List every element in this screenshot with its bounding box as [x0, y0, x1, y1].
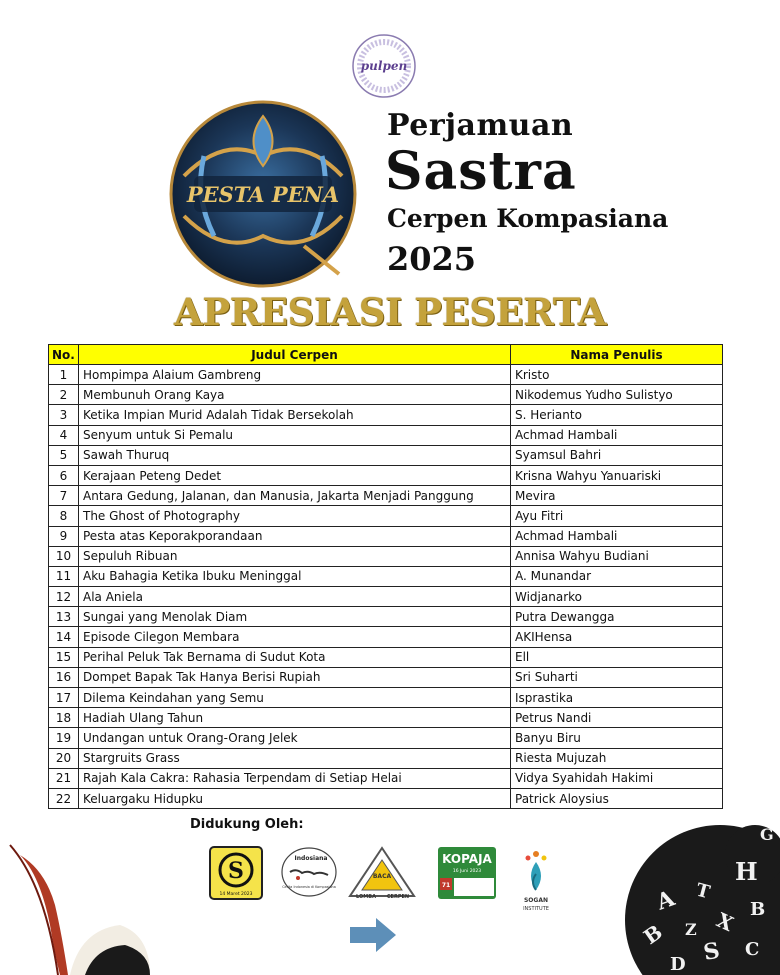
header-title: Judul Cerpen: [79, 345, 511, 365]
row-number: 5: [49, 445, 79, 465]
row-number: 18: [49, 708, 79, 728]
svg-text:Z: Z: [685, 920, 697, 939]
author-name: Mevira: [511, 486, 723, 506]
kopaja-badge: 71: [441, 882, 451, 889]
svg-text:A: A: [653, 885, 679, 916]
svg-text:C: C: [745, 939, 760, 960]
author-name: Vidya Syahidah Hakimi: [511, 768, 723, 788]
row-number: 2: [49, 385, 79, 405]
author-name: Riesta Mujuzah: [511, 748, 723, 768]
table-row: [49, 566, 723, 586]
row-number: 3: [49, 405, 79, 425]
author-name: Banyu Biru: [511, 728, 723, 748]
table-row: [49, 627, 723, 647]
row-number: 15: [49, 647, 79, 667]
pesta-pena-logo: [164, 96, 362, 292]
author-name: Ell: [511, 647, 723, 667]
title-line-3: Cerpen Kompasiana: [387, 204, 669, 233]
row-number: 17: [49, 688, 79, 708]
author-name: Syamsul Bahri: [511, 445, 723, 465]
author-name: Petrus Nandi: [511, 708, 723, 728]
story-title: Ala Aniela: [79, 587, 511, 607]
story-title: Dilema Keindahan yang Semu: [79, 688, 511, 708]
feather-quill-decoration: [0, 835, 150, 975]
story-title: Sungai yang Menolak Diam: [79, 607, 511, 627]
story-title: Hompimpa Alaium Gambreng: [79, 365, 511, 385]
story-title: Perihal Peluk Tak Bernama di Sudut Kota: [79, 647, 511, 667]
supported-by-label: Didukung Oleh:: [190, 817, 304, 832]
table-row: [49, 667, 723, 687]
table-row: [49, 506, 723, 526]
indosiana-name: Indosiana: [294, 855, 328, 862]
row-number: 8: [49, 506, 79, 526]
indosiana-tagline: Cerita Indonesia di Kompasiana: [282, 885, 336, 889]
cerpen-text: CERPEN: [386, 894, 410, 900]
row-number: 16: [49, 667, 79, 687]
table-row: [49, 768, 723, 788]
story-title: Ketika Impian Murid Adalah Tidak Bersekolah: [79, 405, 511, 425]
author-name: Kristo: [511, 365, 723, 385]
kopaja-date: 16 Juni 2023: [452, 869, 482, 874]
author-name: Annisa Wahyu Budiani: [511, 546, 723, 566]
arrow-right-icon: [350, 918, 396, 952]
author-name: S. Herianto: [511, 405, 723, 425]
table-row: [49, 688, 723, 708]
table-row: [49, 405, 723, 425]
author-name: AKIHensa: [511, 627, 723, 647]
pesta-pena-logo-text: PESTA PENA: [186, 182, 340, 207]
svg-text:G: G: [760, 825, 774, 844]
story-title: Dompet Bapak Tak Hanya Berisi Rupiah: [79, 667, 511, 687]
row-number: 13: [49, 607, 79, 627]
table-row: [49, 728, 723, 748]
table-row: [49, 607, 723, 627]
story-title: Episode Cilegon Membara: [79, 627, 511, 647]
author-name: Achmad Hambali: [511, 425, 723, 445]
cs-logo: [209, 846, 263, 900]
baca-text: BACA: [372, 873, 392, 880]
table-header-row: [49, 345, 723, 365]
table-row: [49, 647, 723, 667]
story-title: Stargruits Grass: [79, 748, 511, 768]
story-title: Undangan untuk Orang-Orang Jelek: [79, 728, 511, 748]
row-number: 11: [49, 566, 79, 586]
author-name: Achmad Hambali: [511, 526, 723, 546]
table-row: [49, 748, 723, 768]
story-title: Sawah Thuruq: [79, 445, 511, 465]
table-row: [49, 486, 723, 506]
story-title: Pesta atas Keporakporandaan: [79, 526, 511, 546]
row-number: 4: [49, 425, 79, 445]
sogan-institute-logo: [514, 846, 558, 916]
table-row: [49, 587, 723, 607]
author-name: Putra Dewangga: [511, 607, 723, 627]
row-number: 1: [49, 365, 79, 385]
svg-text:H: H: [735, 857, 758, 886]
table-row: [49, 526, 723, 546]
indosiana-logo: [280, 846, 338, 898]
story-title: Senyum untuk Si Pemalu: [79, 425, 511, 445]
svg-text:T: T: [693, 879, 713, 904]
letters-decoration: [600, 800, 780, 975]
kopaja-logo: [437, 846, 497, 900]
title-line-2: Sastra: [385, 141, 577, 202]
table-row: [49, 385, 723, 405]
header-author: Nama Penulis: [511, 345, 723, 365]
pulpen-logo-text: pulpen: [360, 59, 408, 73]
story-title: Antara Gedung, Jalanan, dan Manusia, Jakarta Menjadi Panggung: [79, 486, 511, 506]
row-number: 12: [49, 587, 79, 607]
cs-logo-date: 14 Maret 2023: [219, 892, 253, 897]
title-line-4: 2025: [387, 240, 477, 278]
participants-table: [48, 344, 723, 809]
kopaja-name: KOPAJA: [442, 852, 492, 866]
story-title: Keluargaku Hidupku: [79, 788, 511, 808]
row-number: 20: [49, 748, 79, 768]
row-number: 9: [49, 526, 79, 546]
author-name: Sri Suharti: [511, 667, 723, 687]
svg-text:D: D: [670, 954, 686, 975]
row-number: 6: [49, 465, 79, 485]
title-line-1: Perjamuan: [387, 108, 574, 143]
svg-text:B: B: [750, 899, 766, 920]
svg-text:B: B: [639, 919, 667, 950]
table-row: [49, 708, 723, 728]
story-title: Rajah Kala Cakra: Rahasia Terpendam di Setiap Helai: [79, 768, 511, 788]
row-number: 22: [49, 788, 79, 808]
story-title: Hadiah Ulang Tahun: [79, 708, 511, 728]
table-row: [49, 425, 723, 445]
story-title: Membunuh Orang Kaya: [79, 385, 511, 405]
story-title: Sepuluh Ribuan: [79, 546, 511, 566]
author-name: Isprastika: [511, 688, 723, 708]
row-number: 19: [49, 728, 79, 748]
row-number: 7: [49, 486, 79, 506]
row-number: 14: [49, 627, 79, 647]
author-name: Nikodemus Yudho Sulistyo: [511, 385, 723, 405]
author-name: Ayu Fitri: [511, 506, 723, 526]
table-row: [49, 546, 723, 566]
baca-lomba-cerpen-logo: [348, 846, 416, 900]
lomba-text: LOMBA: [356, 894, 376, 900]
header-no: No.: [49, 345, 79, 365]
sogan-name: SOGAN: [523, 897, 549, 904]
svg-text:X: X: [712, 907, 738, 937]
story-title: Aku Bahagia Ketika Ibuku Meninggal: [79, 566, 511, 586]
table-row: [49, 465, 723, 485]
table-row: [49, 445, 723, 465]
pulpen-logo: [351, 33, 417, 99]
author-name: Krisna Wahyu Yanuariski: [511, 465, 723, 485]
table-row: [49, 365, 723, 385]
author-name: Patrick Aloysius: [511, 788, 723, 808]
author-name: A. Munandar: [511, 566, 723, 586]
sogan-sub: INSTITUTE: [523, 906, 549, 912]
row-number: 21: [49, 768, 79, 788]
author-name: Widjanarko: [511, 587, 723, 607]
svg-text:S: S: [701, 937, 722, 966]
story-title: Kerajaan Peteng Dedet: [79, 465, 511, 485]
row-number: 10: [49, 546, 79, 566]
story-title: The Ghost of Photography: [79, 506, 511, 526]
svg-text:S: S: [228, 858, 244, 884]
section-heading: APRESIASI PESERTA: [174, 290, 606, 334]
